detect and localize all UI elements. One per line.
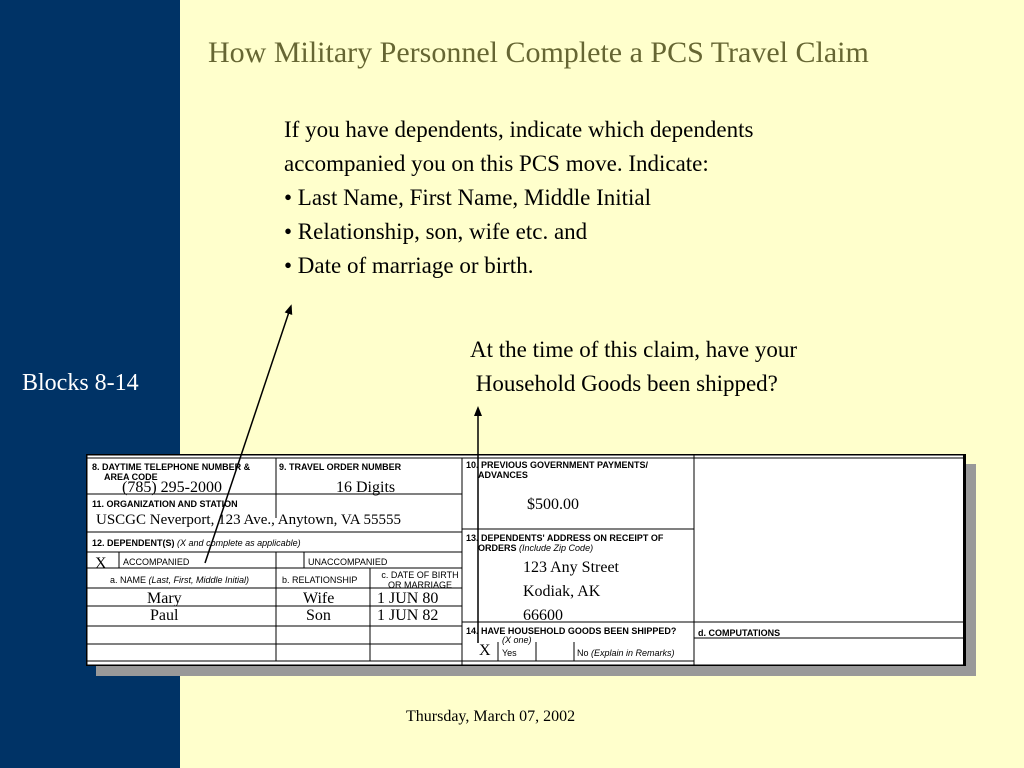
question-line: At the time of this claim, have your [470, 337, 798, 362]
column-date-label-line: OR MARRIAGE [387, 580, 452, 590]
block-12-label-text: 12. DEPENDENT(S) [92, 538, 175, 548]
dependents-arrow [205, 309, 290, 563]
block-14-hint: (X one) [502, 635, 532, 645]
blocks-label: Blocks 8-14 [22, 370, 139, 396]
intro-bullet: • Last Name, First Name, Middle Initial [284, 185, 652, 210]
dependent-name[interactable]: Paul [150, 607, 179, 624]
dependent-relationship[interactable]: Son [306, 607, 331, 624]
block-8-label-line: 8. DAYTIME TELEPHONE NUMBER & [92, 462, 251, 472]
organization-station-field[interactable]: USCGC Neverport, 123 Ave., Anytown, VA 55555 [96, 512, 402, 528]
accompanied-checkbox[interactable]: X [95, 555, 107, 572]
address-line: 123 Any Street [523, 559, 619, 576]
block-12-hint: (X and complete as applicable) [177, 538, 301, 548]
block-14-label: 14. HAVE HOUSEHOLD GOODS BEEN SHIPPED? [466, 626, 677, 636]
unaccompanied-label: UNACCOMPANIED [308, 557, 388, 567]
block-10-label-line: ADVANCES [478, 470, 528, 480]
yes-label: Yes [502, 648, 517, 658]
previous-payments-field[interactable]: $500.00 [527, 496, 579, 513]
block-13-label-line: ORDERS [478, 543, 517, 553]
household-goods-yes-checkbox[interactable]: X [479, 642, 491, 659]
intro-bullet: • Date of marriage or birth. [284, 253, 534, 278]
block-9-label: 9. TRAVEL ORDER NUMBER [279, 462, 402, 472]
question-line: Household Goods been shipped? [470, 371, 778, 396]
accompanied-label: ACCOMPANIED [123, 557, 190, 567]
column-name-hint: (Last, First, Middle Initial) [148, 575, 250, 585]
dependent-name[interactable]: Mary [147, 590, 182, 607]
travel-order-number-field[interactable]: 16 Digits [336, 479, 396, 496]
block-10-label-line: 10. PREVIOUS GOVERNMENT PAYMENTS/ [466, 460, 649, 470]
block-d-label: d. COMPUTATIONS [698, 628, 781, 638]
column-date-label-line: c. DATE OF BIRTH [381, 570, 459, 580]
block-13-hint: (Include Zip Code) [519, 543, 594, 553]
intro-bullet: • Relationship, son, wife etc. and [284, 219, 588, 244]
dependent-date[interactable]: 1 JUN 82 [377, 607, 439, 624]
intro-line: If you have dependents, indicate which dependents [284, 117, 754, 142]
dependent-date[interactable]: 1 JUN 80 [377, 590, 439, 607]
no-label-text: No [577, 648, 589, 658]
slide-title: How Military Personnel Complete a PCS Travel Claim [208, 36, 869, 69]
dependent-relationship[interactable]: Wife [303, 590, 335, 607]
block-8-label-line: AREA CODE [104, 472, 158, 482]
intro-line: accompanied you on this PCS move. Indicate: [284, 151, 709, 176]
footer-date: Thursday, March 07, 2002 [406, 708, 576, 725]
column-name-label: a. NAME [110, 575, 147, 585]
column-relationship-header: b. RELATIONSHIP [282, 575, 358, 585]
block-13-label-line: 13. DEPENDENTS' ADDRESS ON RECEIPT OF [466, 533, 664, 543]
address-line: 66600 [523, 607, 563, 624]
phone-number-field[interactable]: (785) 295-2000 [122, 479, 222, 496]
address-line: Kodiak, AK [523, 583, 601, 600]
block-11-label: 11. ORGANIZATION AND STATION [92, 499, 238, 509]
no-label-hint: (Explain in Remarks) [591, 648, 675, 658]
